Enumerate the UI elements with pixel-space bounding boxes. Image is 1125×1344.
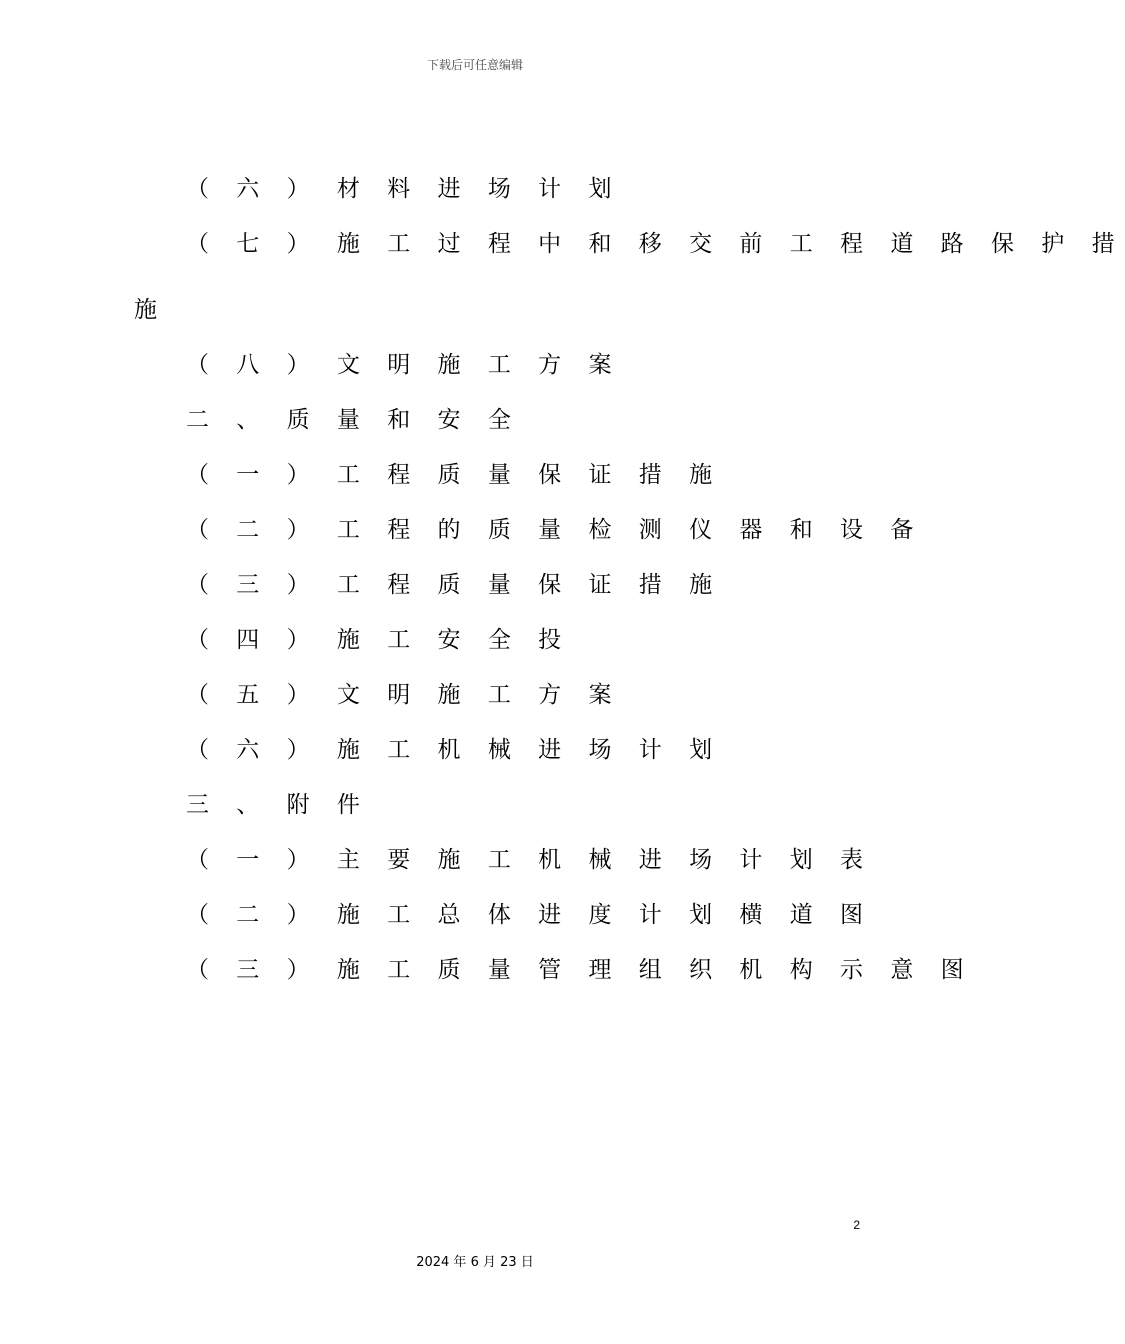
toc-section-quality-safety: 二 、 质 量 和 安 全 bbox=[186, 407, 521, 433]
toc-item-quality-assurance: （ 一 ） 工 程 质 量 保 证 措 施 bbox=[186, 462, 723, 488]
toc-item-quality-testing-equipment: （ 二 ） 工 程 的 质 量 检 测 仪 器 和 设 备 bbox=[186, 517, 924, 543]
page-number: 2 bbox=[853, 1218, 860, 1232]
page-header: 下载后可任意编辑 bbox=[426, 58, 523, 72]
toc-item-civilized-construction-2: （ 五 ） 文 明 施 工 方 案 bbox=[186, 682, 622, 708]
footer-date: 2024 年 6 月 23 日 bbox=[416, 1255, 534, 1270]
toc-item-machinery-plan: （ 六 ） 施 工 机 械 进 场 计 划 bbox=[186, 737, 723, 763]
toc-item-org-chart: （ 三 ） 施 工 质 量 管 理 组 织 机 构 示 意 图 bbox=[186, 957, 974, 983]
toc-item-road-protection-continued: 施 bbox=[134, 297, 167, 323]
toc-item-quality-assurance-2: （ 三 ） 工 程 质 量 保 证 措 施 bbox=[186, 572, 723, 598]
toc-item-safety-investment: （ 四 ） 施 工 安 全 投 bbox=[186, 627, 572, 653]
toc-item-civilized-construction: （ 八 ） 文 明 施 工 方 案 bbox=[186, 352, 622, 378]
toc-item-machinery-table: （ 一 ） 主 要 施 工 机 械 进 场 计 划 表 bbox=[186, 847, 874, 873]
toc-section-appendix: 三 、 附 件 bbox=[186, 792, 370, 818]
toc-item-schedule-gantt: （ 二 ） 施 工 总 体 进 度 计 划 横 道 图 bbox=[186, 902, 874, 928]
toc-item-materials-plan: （ 六 ） 材 料 进 场 计 划 bbox=[186, 176, 622, 202]
toc-item-road-protection: （ 七 ） 施 工 过 程 中 和 移 交 前 工 程 道 路 保 护 措 bbox=[186, 231, 1125, 257]
